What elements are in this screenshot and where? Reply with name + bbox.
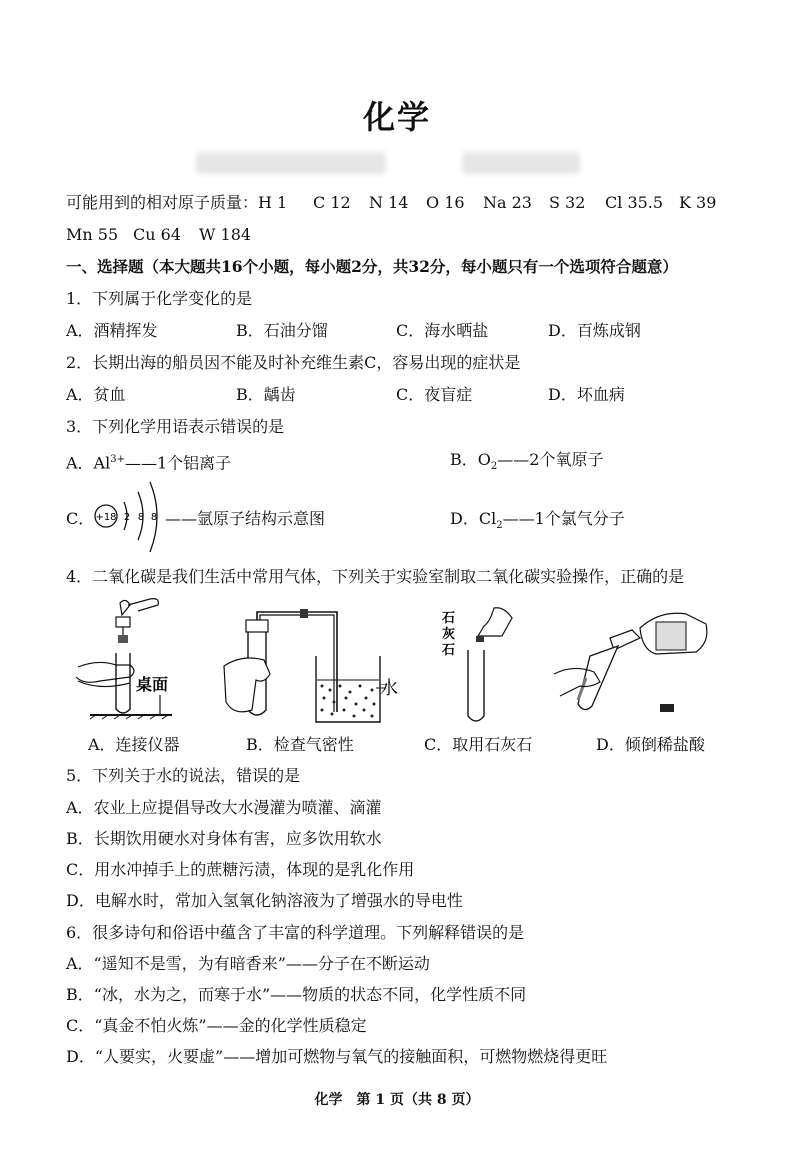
mass-cu: Cu 64	[133, 225, 181, 244]
q4-option-c: C．取用石灰石	[424, 735, 533, 754]
blurred-exam-info-2	[462, 152, 580, 174]
q4-option-b: B．检查气密性	[246, 735, 354, 754]
q4-stem: 4．二氧化碳是我们生活中常用气体，下列关于实验室制取二氧化碳实验操作，正确的是	[66, 567, 685, 586]
argon-atom-structure-diagram	[92, 476, 172, 560]
q6-option-a: A．“遥知不是雪，为有暗香来”——分子在不断运动	[66, 954, 430, 973]
limestone-label-1: 石	[442, 611, 456, 626]
mass-w: W 184	[199, 225, 252, 244]
q3-option-c-label: C．	[66, 509, 95, 528]
q4-b-illustration	[216, 606, 406, 726]
mass-k: K 39	[679, 193, 717, 212]
q3-option-c-text: ——氩原子结构示意图	[165, 509, 326, 528]
q4-d-illustration	[550, 598, 720, 718]
limestone-label-3: 石	[442, 643, 456, 658]
q5-stem: 5．下列关于水的说法，错误的是	[66, 766, 301, 785]
q6-option-c: C．“真金不怕火炼”——金的化学性质稳定	[66, 1016, 367, 1035]
q1-option-b: B．石油分馏	[236, 321, 328, 340]
mass-n: N 14	[369, 193, 409, 212]
mass-o: O 16	[426, 193, 465, 212]
section-heading: 一、选择题（本大题共16个小题，每小题2分，共32分，每小题只有一个选项符合题意）	[66, 257, 678, 276]
mass-na: Na 23	[483, 193, 532, 212]
mass-cl: Cl 35.5	[605, 193, 664, 212]
q3-option-a: A．$Al^{3+}——1$个铝离子	[66, 453, 232, 473]
shell2-electrons: 8	[137, 512, 145, 523]
mass-mn: Mn 55	[66, 225, 119, 244]
q5-option-b: B．长期饮用硬水对身体有害，应多饮用软水	[66, 829, 382, 848]
q1-option-d: D．百炼成钢	[548, 321, 641, 340]
q2-option-c: C．夜盲症	[396, 385, 473, 404]
mass-s: S 32	[549, 193, 586, 212]
mass-c: C 12	[313, 193, 351, 212]
atomic-masses-row1	[66, 192, 287, 214]
blurred-exam-info	[196, 152, 386, 174]
q6-stem: 6．很多诗句和俗语中蕴含了丰富的科学道理。下列解释错误的是	[66, 923, 525, 942]
q2-stem: 2．长期出海的船员因不能及时补充维生素C，容易出现的症状是	[66, 353, 521, 372]
argon-nucleus-charge: +18	[95, 512, 117, 523]
q2-option-b: B．龋齿	[236, 385, 296, 404]
q3-option-d: D．$Cl_2——1$个氯气分子	[450, 509, 625, 532]
q6-option-b: B．“冰，水为之，而寒于水”——物质的状态不同，化学性质不同	[66, 985, 527, 1004]
q4-c-illustration	[438, 606, 518, 726]
q1-stem: 1．下列属于化学变化的是	[66, 289, 253, 308]
q4-option-a: A．连接仪器	[88, 735, 180, 754]
limestone-label-2: 灰	[442, 627, 456, 642]
q2-option-d: D．坏血病	[548, 385, 625, 404]
q2-option-a: A．贫血	[66, 385, 126, 404]
q4-option-d: D．倾倒稀盐酸	[596, 735, 705, 754]
q5-option-a: A．农业上应提倡导改大水漫灌为喷灌、滴灌	[66, 798, 382, 817]
q6-option-d: D．“人要实，火要虚”——增加可燃物与氧气的接触面积，可燃物燃烧得更旺	[66, 1047, 608, 1066]
water-label: 水	[380, 678, 398, 699]
q3-stem: 3．下列化学用语表示错误的是	[66, 417, 285, 436]
table-label: 桌面	[136, 675, 169, 694]
shell1-electrons: 2	[123, 512, 131, 523]
page-footer: 化学 第 1 页（共 8 页）	[314, 1092, 480, 1108]
q1-option-a: A．酒精挥发	[66, 321, 158, 340]
mass-h: H 1	[258, 193, 288, 212]
q4-a-illustration	[68, 595, 178, 725]
shell3-electrons: 8	[150, 512, 158, 523]
q3-option-b: B．$O_2——2$个氧原子	[450, 450, 604, 473]
q5-option-d: D．电解水时，常加入氢氧化钠溶液为了增强水的导电性	[66, 891, 463, 910]
atomic-masses-label: 可能用到的相对原子质量：	[66, 193, 259, 212]
q1-option-c: C．海水晒盐	[396, 321, 489, 340]
page-title: 化学	[362, 98, 431, 136]
q5-option-c: C．用水冲掉手上的蔗糖污渍，体现的是乳化作用	[66, 860, 415, 879]
